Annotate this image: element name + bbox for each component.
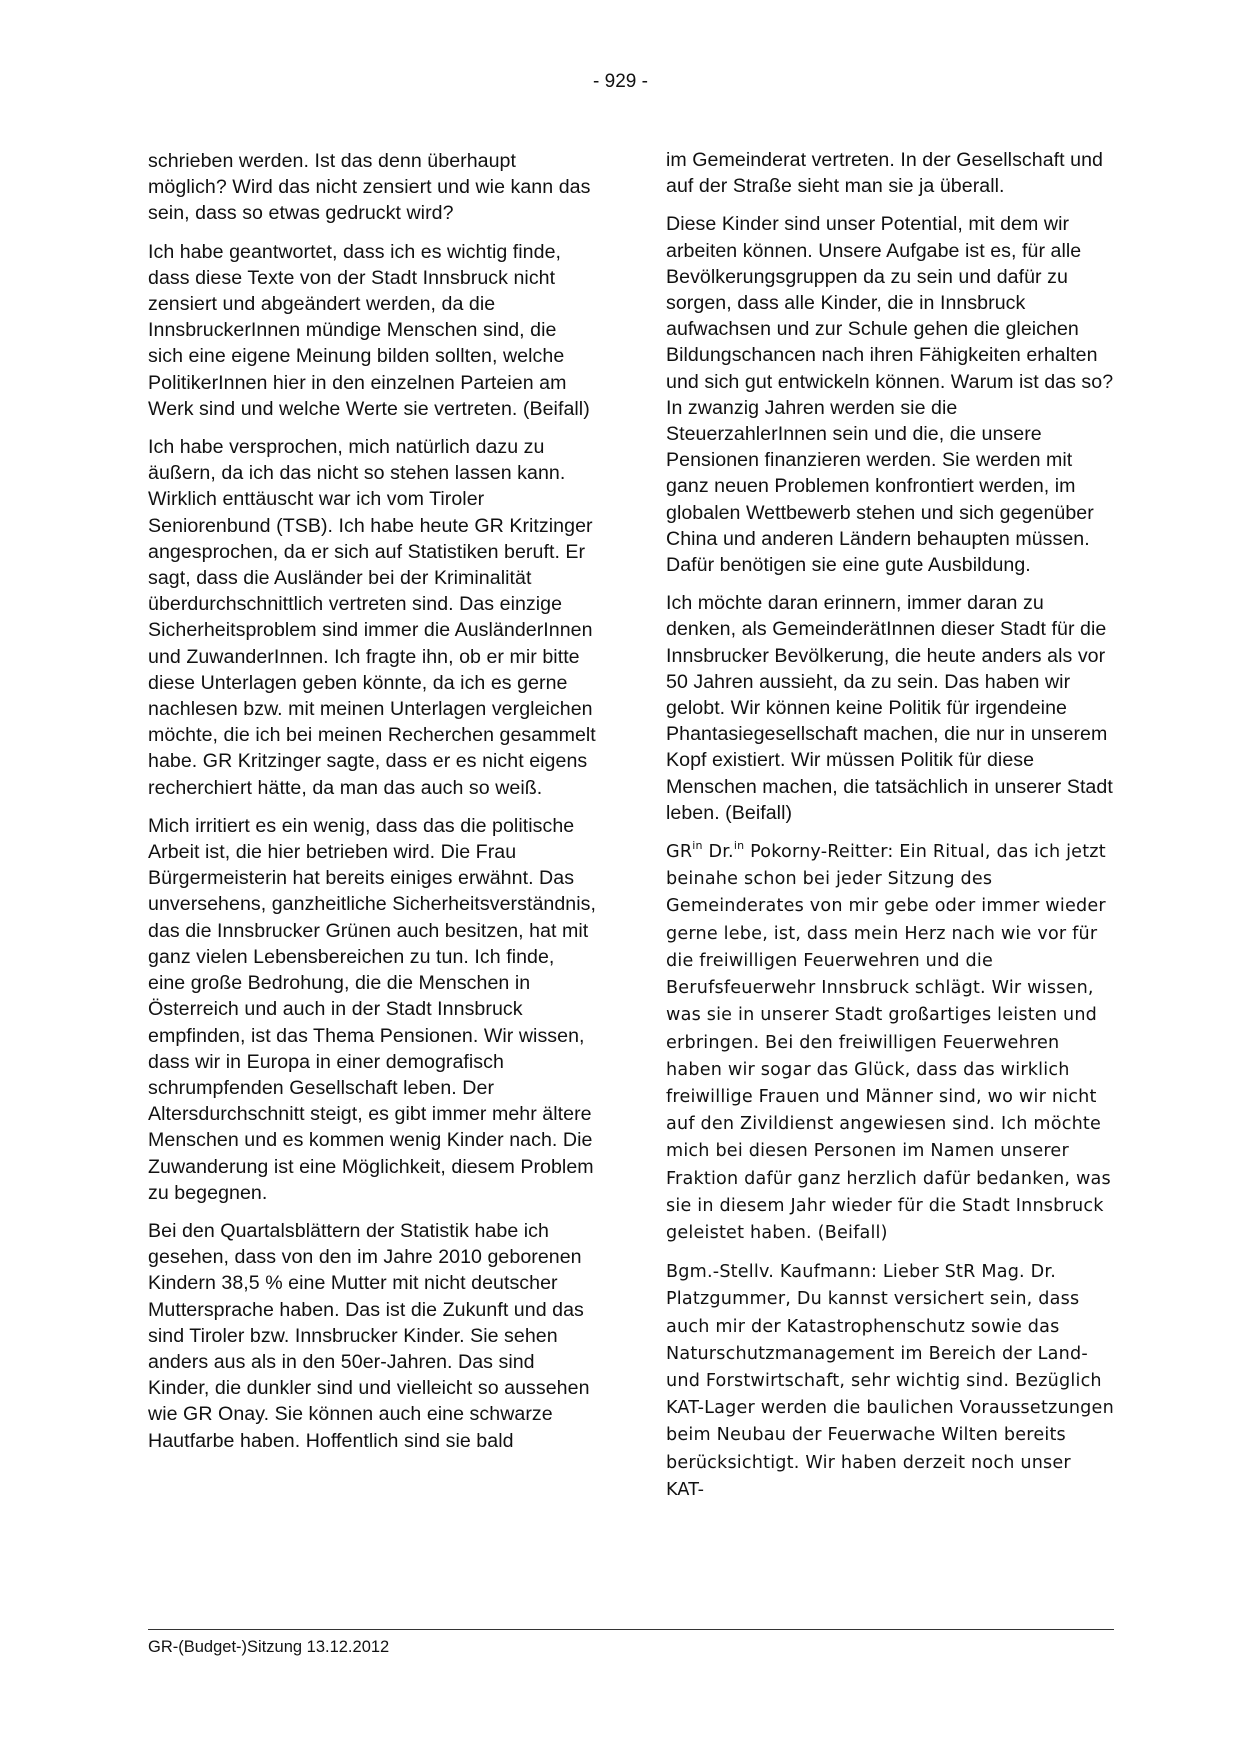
footer-divider: [148, 1629, 1114, 1630]
paragraph: Mich irritiert es ein wenig, dass das die politische Arbeit ist, die hier betrieben wird. Die Frau Bürgermeisterin hat bereits einiges erwähnt. Das unversehens, ganzheitliche Sicherheitsverständnis, das die Innsbrucker Grünen auch besitzen, hat mit ganz vielen Lebensbereichen zu tun. Ich finde, eine große Bedrohung, die die Menschen in Österreich und auch in der Stadt Innsbruck empfinden, ist das Thema Pensionen. Wir wissen, dass wir in Europa in einer demografisch schrumpfenden Gesellschaft leben. Der Altersdurchschnitt steigt, es gibt immer mehr ältere Menschen und es kommen wenig Kinder nach. Die Zuwanderung ist eine Möglichkeit, diesem Problem zu begegnen.: [148, 814, 596, 1204]
speech-text: Ein Ritual, das ich jetzt beinahe schon bei jeder Sitzung des Gemeinderates von mir gebe oder immer wieder gerne lebe, ist, dass mein Herz nach wie vor für die freiwilligen Feuerwehren und die Berufsfeuerwehr Innsbruck schlägt. Wir wissen, was sie in unserer Stadt großartiges leisten und erbringen. Bei den freiwilligen Feuerwehren haben wir sogar das Glück, dass das wirklich freiwillige Frauen und Männer sind, wo wir nicht auf den Zivildienst angewiesen sind. Ich möchte mich bei diesen Personen im Namen unserer Fraktion dafür ganz herzlich dafür bedanken, was sie in diesem Jahr wieder für die Stadt Innsbruck geleistet haben. (Beifall): [666, 842, 1111, 1243]
paragraph: schrieben werden. Ist das denn überhaupt möglich? Wird das nicht zensiert und wie kann das sein, dass so etwas gedruckt wird?: [148, 150, 591, 225]
page-number: - 929 -: [593, 71, 648, 92]
paragraph: Ich habe versprochen, mich natürlich dazu zu äußern, da ich das nicht so stehen lassen kann. Wirklich enttäuscht war ich vom Tiroler Seniorenbund (TSB). Ich habe heute GR Kritzinger angesprochen, da er sich auf Statistiken beruft. Er sagt, dass die Ausländer bei der Kriminalität überdurchschnittlich vertreten sind. Das einzige Sicherheitsproblem sind immer die AusländerInnen und ZuwanderInnen. Ich fragte ihn, ob er mir bitte diese Unterlagen geben könnte, da ich es gerne nachlesen bzw. mit meinen Unterlagen vergleichen möchte, die ich bei meinen Recherchen gesammelt habe. GR Kritzinger sagte, dass er es nicht eigens recherchiert hätte, da man das auch so weiß.: [148, 436, 596, 799]
speech-text: Lieber StR Mag. Dr. Platzgummer, Du kannst versichert sein, dass auch mir der Katastrophenschutz sowie das Naturschutzmanagement im Bereich der Land- und Forstwirtschaft, sehr wichtig sind. Bezüglich KAT-Lager werden die baulichen Voraussetzungen beim Neubau der Feuerwache Wilten bereits berücksichtigt. Wir haben derzeit noch unser KAT-: [666, 1262, 1114, 1500]
speaker-name: Bgm.-Stellv. Kaufmann:: [666, 1262, 878, 1283]
paragraph: Diese Kinder sind unser Potential, mit dem wir arbeiten können. Unsere Aufgabe ist es, für alle Bevölkerungsgruppen da zu sein und dafür zu sorgen, dass alle Kinder, die in Innsbruck aufwachsen und zur Schule gehen die gleichen Bildungschancen nach ihren Fähigkeiten erhalten und sich gut entwickeln können. Warum ist das so? In zwanzig Jahren werden sie die SteuerzahlerInnen sein und die, die unsere Pensionen finanzieren werden. Sie werden mit ganz neuen Problemen konfrontiert werden, im globalen Wettbewerb stehen und sich gegenüber China und anderen Ländern behaupten müssen. Dafür benötigen sie eine gute Ausbildung.: [666, 213, 1114, 577]
speech-pokorny-reitter: [666, 838, 1114, 1246]
left-column: [148, 148, 596, 1466]
paragraph: Ich habe geantwortet, dass ich es wichtig finde, dass diese Texte von der Stadt Innsbruck nicht zensiert und abgeändert werden, da die InnsbruckerInnen mündige Menschen sind, die sich eine eigene Meinung bilden sollten, welche PolitikerInnen hier in den einzelnen Parteien am Werk sind und welche Werte sie vertreten. (Beifall): [148, 240, 590, 420]
paragraph: Bei den Quartalsblättern der Statistik habe ich gesehen, dass von den im Jahre 2010 geborenen Kindern 38,5 % eine Mutter mit nicht deutscher Muttersprache haben. Das ist die Zukunft und das sind Tiroler bzw. Innsbrucker Kinder. Sie sehen anders aus als in den 50er-Jahren. Das sind Kinder, die dunkler sind und vielleicht so aussehen wie GR Onay. Sie können auch eine schwarze Hautfarbe haben. Hoffentlich sind sie bald: [148, 1219, 590, 1452]
paragraph: Ich möchte daran erinnern, immer daran zu denken, als GemeinderätInnen dieser Stadt für die Innsbrucker Bevölkerung, die heute anders als vor 50 Jahren aussieht, da zu sein. Das haben wir gelobt. Wir können keine Politik für irgendeine Phantasiegesellschaft machen, die nur in unserem Kopf existiert. Wir müssen Politik für diese Menschen machen, die tatsächlich in unserer Stadt leben. (Beifall): [666, 592, 1113, 824]
speaker-name: $GR^{in}$ Dr.$^{in}$ Pokorny-Reitter:: [666, 839, 894, 863]
speech-kaufmann: [666, 1258, 1114, 1503]
right-column: [666, 147, 1114, 1515]
footer-session-label: GR-(Budget-)Sitzung 13.12.2012: [148, 1638, 390, 1656]
paragraph: im Gemeinderat vertreten. In der Gesellschaft und auf der Straße sieht man sie ja überall.: [666, 149, 1103, 198]
